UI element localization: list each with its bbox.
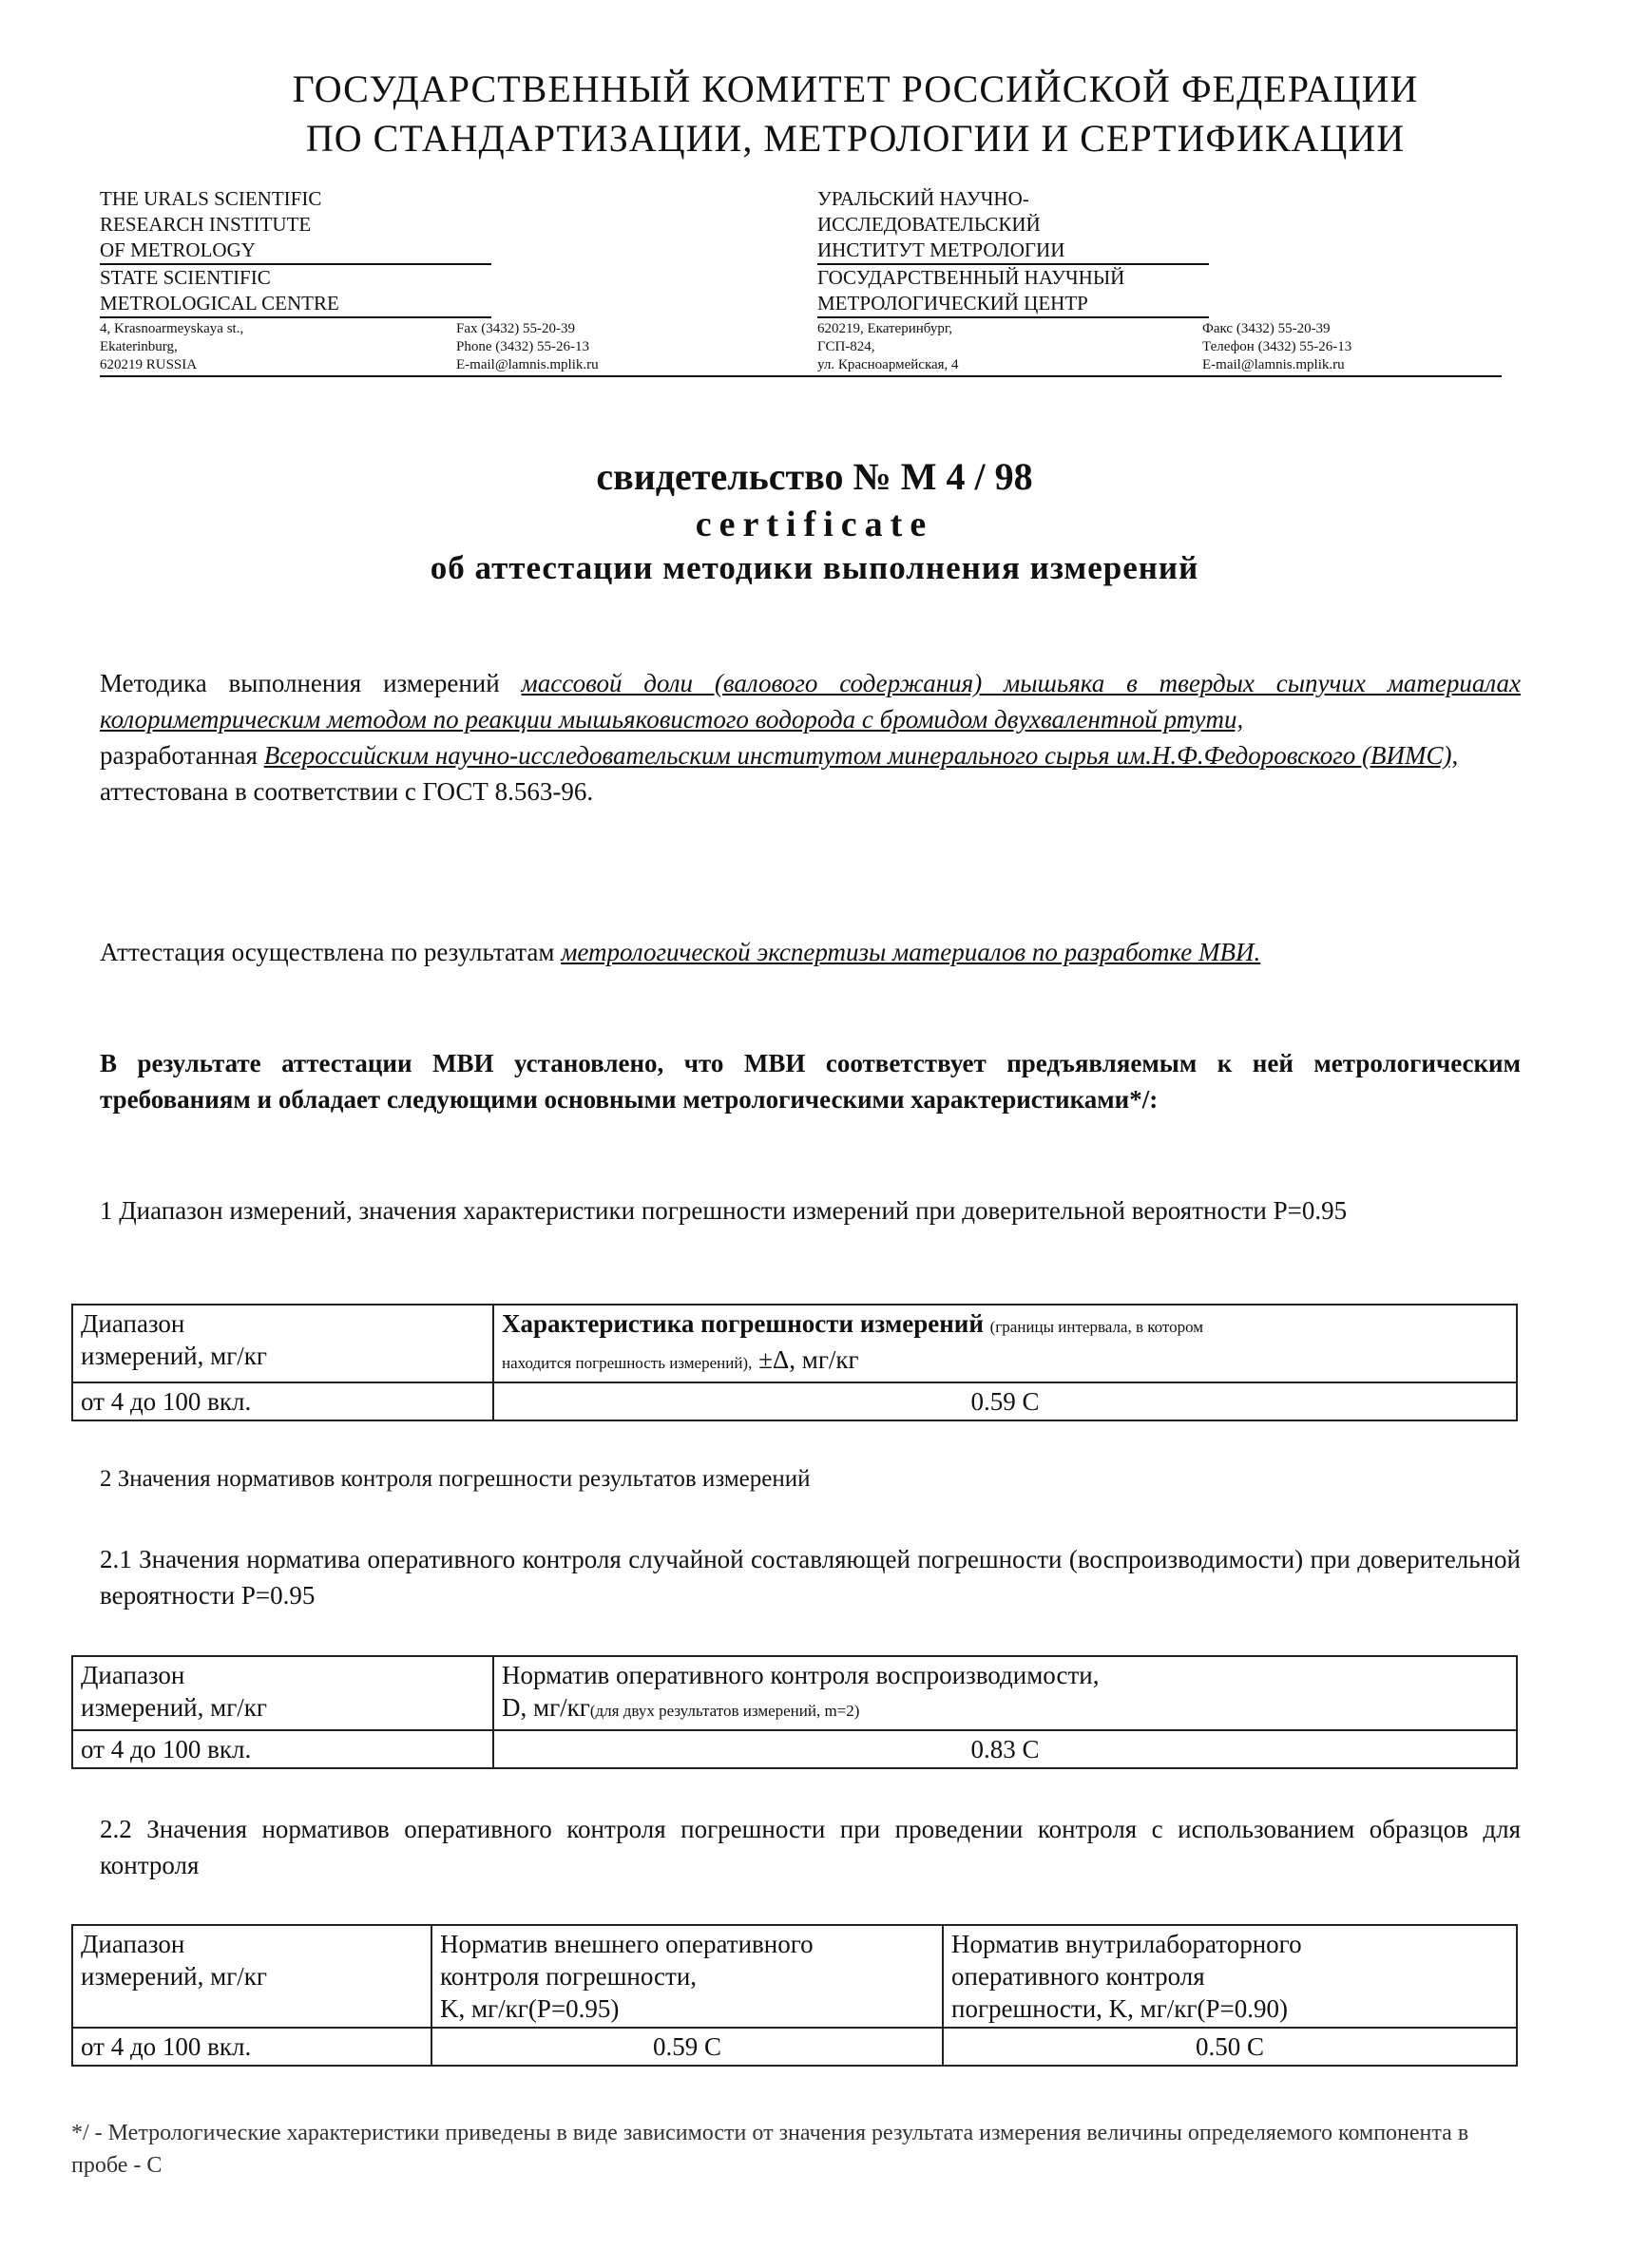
institute-ru-line: ИССЛЕДОВАТЕЛЬСКИЙ [817,213,1041,236]
header-note: (для двух результатов измерений, m=2) [589,1702,860,1720]
developer-lead: разработанная [100,741,258,770]
header-text: K, мг/кг(Р=0.95) [440,1994,620,2023]
header-text: оперативного контроля [951,1962,1205,1991]
header-text: D, мг/кг [502,1693,590,1722]
basis-lead: Аттестация осуществлена по результатам [100,938,555,966]
section-2-1-heading: 2.1 Значения норматива оперативного контроля случайной составляющей погрешности (воспроизводимости) при доверительной вероятности Р=0.95 [100,1545,1521,1610]
method-paragraph [100,665,1521,810]
header-text: погрешности, K, мг/кг(Р=0.90) [951,1994,1288,2023]
footnote: */ - Метрологические характеристики приведены в виде зависимости от значения результата измерения величины определяемого компонента в пробе - С [71,2121,1469,2178]
header-text: Характеристика погрешности измерений [502,1309,984,1338]
certificate-subtitle: об аттестации методики выполнения измерений [430,549,1199,586]
contact-ru-line: E-mail@lamnis.mplik.ru [1202,357,1345,372]
table-row [72,1305,1517,1382]
header-text: Диапазон [81,1309,185,1338]
table-cell: 0.59 С [431,2028,943,2066]
header-note: находится погрешность измерений), [502,1354,753,1372]
contact-en-line: Phone (3432) 55-26-13 [456,339,589,354]
header-text: Диапазон [81,1661,185,1689]
institute-en-line: METROLOGICAL CENTRE [100,291,491,318]
institute-en-line: RESEARCH INSTITUTE [100,213,312,236]
table-header-cell [493,1656,1517,1730]
header-text: Норматив внутрилабораторного [951,1930,1302,1958]
table-header-cell [493,1305,1517,1382]
table-cell: 0.50 С [943,2028,1517,2066]
table-row [72,1382,1517,1420]
attested-line: аттестована в соответствии с ГОСТ 8.563-96. [100,777,594,806]
header-text: измерений, мг/кг [81,1693,267,1722]
table-cell: 0.59 С [493,1382,1517,1420]
address-ru [817,320,959,374]
address-en [100,320,243,374]
agency-heading [228,65,1483,163]
address-ru-line: ГСП-824, [817,339,875,354]
header-text: измерений, мг/кг [81,1342,267,1370]
developer-name: Всероссийским научно-исследовательским институтом минерального сырья им.Н.Ф.Федоровского (ВИМС), [263,741,1459,770]
table-cell: от 4 до 100 вкл. [72,2028,431,2066]
header-text: Диапазон [81,1930,185,1958]
institute-ru-line: МЕТРОЛОГИЧЕСКИЙ ЦЕНТР [817,291,1209,318]
table-cell: от 4 до 100 вкл. [72,1382,493,1420]
agency-line-1: ГОСУДАРСТВЕННЫЙ КОМИТЕТ РОССИЙСКОЙ ФЕДЕРАЦИИ [292,67,1419,110]
header-text: Норматив оперативного контроля воспроизводимости, [502,1661,1100,1689]
table-header-cell [72,1305,493,1382]
address-en-line: 4, Krasnoarmeyskaya st., [100,321,244,336]
table-header-cell [431,1925,943,2028]
table-cell: от 4 до 100 вкл. [72,1730,493,1768]
method-lead: Методика выполнения измерений [100,669,500,697]
table-row [72,1656,1517,1730]
contacts-en [456,320,599,374]
table-control-norms [71,1924,1518,2067]
institute-ru-line: ИНСТИТУТ МЕТРОЛОГИИ [817,238,1209,265]
header-divider [100,375,1502,377]
institute-ru-line: УРАЛЬСКИЙ НАУЧНО- [817,187,1029,210]
table-accuracy [71,1304,1518,1421]
institute-en [100,186,491,318]
certificate-english: certificate [695,505,934,544]
basis-text: метрологической экспертизы материалов по разработке МВИ. [561,938,1261,966]
table-reproducibility [71,1655,1518,1769]
address-en-line: Ekaterinburg, [100,339,178,354]
address-ru-line: ул. Красноармейская, 4 [817,357,959,372]
header-text: ±Δ, мг/кг [758,1345,859,1374]
contact-ru-line: Факс (3432) 55-20-39 [1202,321,1331,336]
institute-ru-line: ГОСУДАРСТВЕННЫЙ НАУЧНЫЙ [817,266,1125,289]
institute-ru [817,186,1209,318]
address-ru-line: 620219, Екатеринбург, [817,321,953,336]
contacts-ru [1202,320,1351,374]
method-name: массовой доли (валового содержания) мышьяка в твердых сыпучих материалах колориметрическим методом по реакции мышьяковистого водорода с бромидом двухвалентной ртути, [100,669,1521,734]
header-note: (границы интервала, в котором [989,1318,1204,1336]
table-cell: 0.83 С [493,1730,1517,1768]
header-text: Норматив внешнего оперативного [440,1930,814,1958]
result-paragraph: В результате аттестации МВИ установлено, что МВИ соответствует предъявляемым к ней метрологическим требованиям и обладает следующими основными метрологическими характеристиками*/: [100,1049,1521,1114]
table-header-cell [72,1656,493,1730]
section-2-heading: 2 Значения нормативов контроля погрешности результатов измерений [100,1466,811,1492]
basis-paragraph [100,934,1521,970]
section-2-2-heading: 2.2 Значения нормативов оперативного контроля погрешности при проведении контроля с использованием образцов для контроля [100,1815,1521,1879]
table-row [72,1925,1517,2028]
section-1-heading: 1 Диапазон измерений, значения характеристики погрешности измерений при доверительной вероятности Р=0.95 [100,1196,1348,1225]
contact-en-line: E-mail@lamnis.mplik.ru [456,357,599,372]
header-text: измерений, мг/кг [81,1962,267,1991]
institute-en-line: STATE SCIENTIFIC [100,266,271,289]
contact-en-line: Fax (3432) 55-20-39 [456,321,575,336]
table-header-cell [943,1925,1517,2028]
institute-en-line: OF METROLOGY [100,238,491,265]
address-en-line: 620219 RUSSIA [100,357,198,372]
table-header-cell [72,1925,431,2028]
table-row [72,1730,1517,1768]
contact-ru-line: Телефон (3432) 55-26-13 [1202,339,1352,354]
institute-en-line: THE URALS SCIENTIFIC [100,187,322,210]
agency-line-2: ПО СТАНДАРТИЗАЦИИ, МЕТРОЛОГИИ И СЕРТИФИКАЦИИ [305,117,1406,160]
certificate-title: свидетельство № М 4 / 98 [596,455,1033,498]
table-row [72,2028,1517,2066]
header-text: контроля погрешности, [440,1962,698,1991]
